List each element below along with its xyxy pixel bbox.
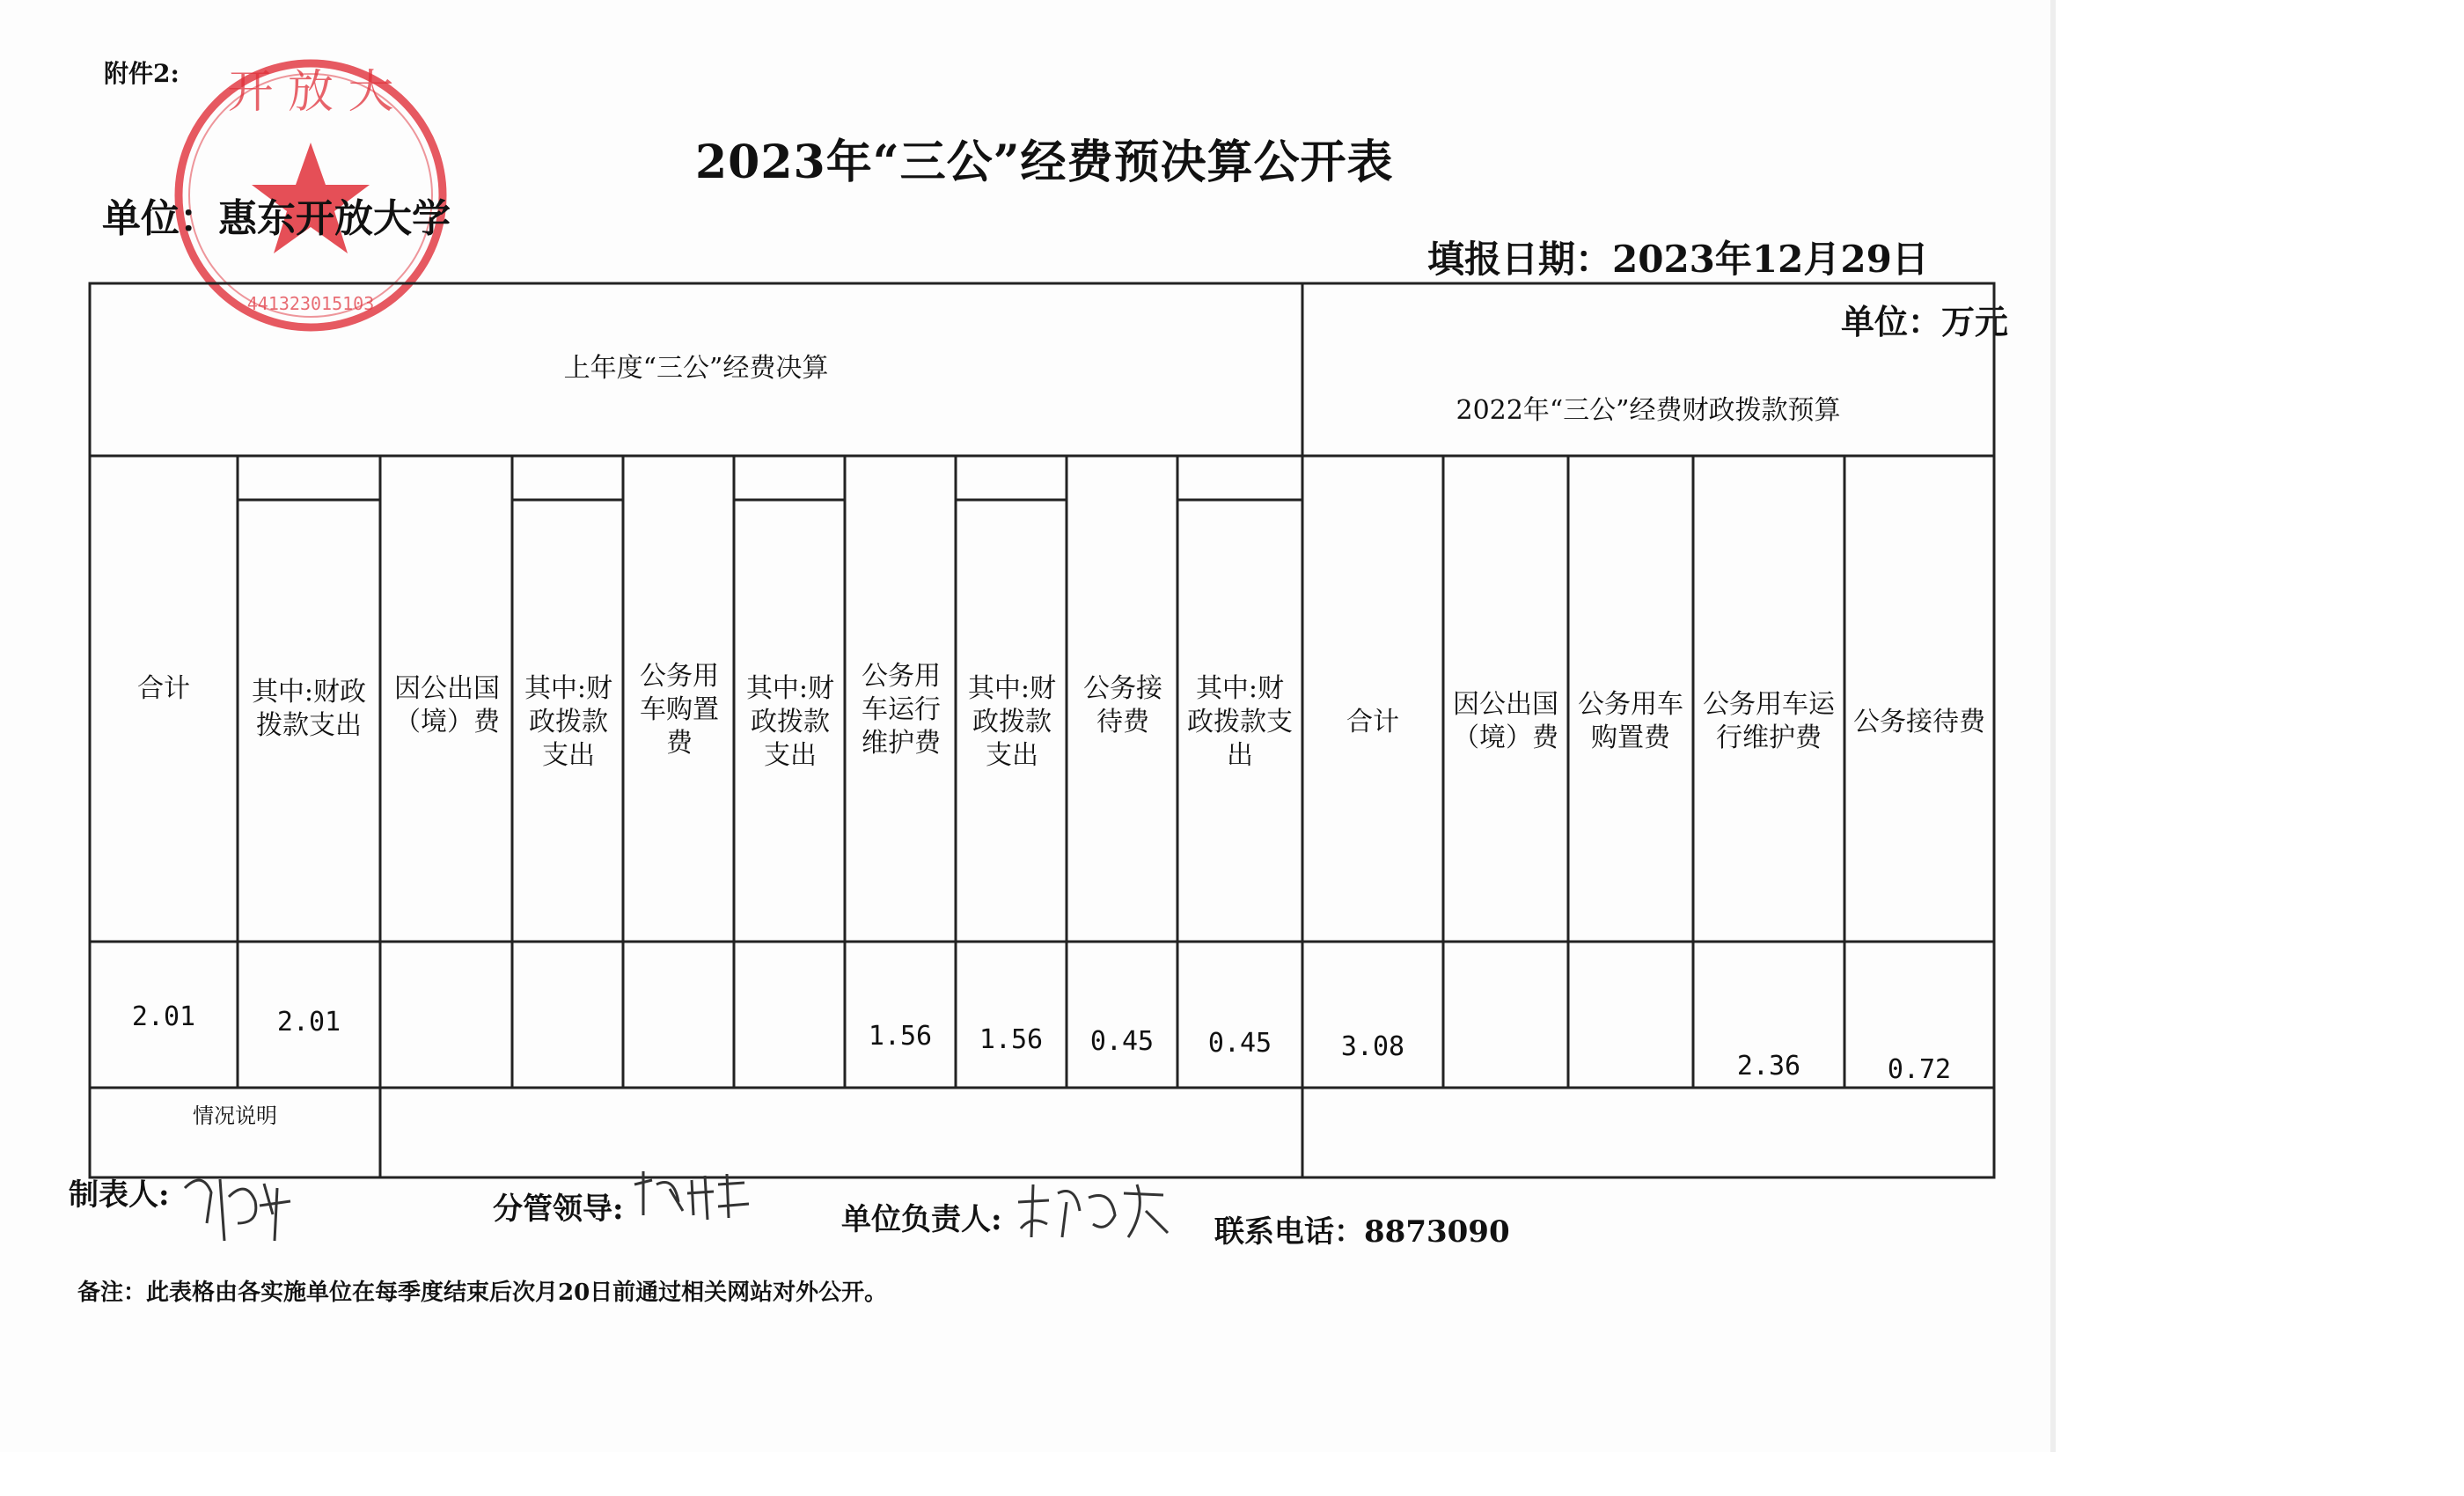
head-label: 单位负责人: <box>841 1202 1002 1237</box>
col-header-budget-overseas: 因公出国（境）费 <box>1453 689 1558 753</box>
value-fiscal-4: 1.56 <box>979 1024 1044 1055</box>
value-reception: 0.45 <box>1089 1026 1155 1057</box>
col-header-fiscal-4: 其中:财政拨款支出 <box>967 673 1057 771</box>
maker-label: 制表人: <box>69 1177 170 1213</box>
fill-date: 填报日期：2023年12月29日 <box>1427 238 1929 281</box>
group-header-last-year: 上年度“三公”经费决算 <box>563 353 829 384</box>
value-budget-total: 3.08 <box>1340 1031 1405 1062</box>
unit-name: 单位：惠东开放大学 <box>102 196 451 241</box>
contact-phone: 联系电话：8873090 <box>1214 1214 1510 1250</box>
maker-signature-icon <box>176 1153 299 1267</box>
value-car-maintenance: 1.56 <box>868 1021 933 1052</box>
attachment-label: 附件2: <box>104 59 180 88</box>
col-header-fiscal-2: 其中:财政拨款支出 <box>524 673 613 771</box>
document-title: 2023年“三公”经费预决算公开表 <box>695 136 1394 189</box>
svg-text:441323015103: 441323015103 <box>246 293 375 314</box>
money-unit: 单位：万元 <box>1841 302 2009 341</box>
note-label: 情况说明 <box>193 1104 277 1128</box>
col-header-car-maintenance: 公务用车运行维护费 <box>862 661 941 759</box>
col-header-reception: 公务接待费 <box>1083 673 1162 737</box>
budget-table <box>63 280 2024 1195</box>
col-header-budget-reception: 公务接待费 <box>1853 707 1985 737</box>
col-header-fiscal-1: 其中:财政拨款支出 <box>251 677 367 741</box>
value-fiscal-1: 2.01 <box>276 1007 341 1038</box>
leader-signature-icon <box>630 1167 753 1228</box>
col-header-budget-car-maintenance: 公务用车运行维护费 <box>1703 689 1835 753</box>
group-header-budget: 2022年“三公”经费财政拨款预算 <box>1456 395 1841 426</box>
value-budget-reception: 0.72 <box>1887 1054 1952 1085</box>
col-header-budget-total: 合计 <box>1346 707 1399 737</box>
col-header-total: 合计 <box>137 673 190 704</box>
col-header-car-purchase: 公务用车购置费 <box>640 661 719 759</box>
col-header-fiscal-3: 其中:财政拨款支出 <box>745 673 835 771</box>
col-header-fiscal-5: 其中:财政拨款支出 <box>1187 673 1293 771</box>
leader-label: 分管领导: <box>493 1192 624 1227</box>
value-budget-car-maintenance: 2.36 <box>1736 1051 1801 1082</box>
value-total: 2.01 <box>131 1001 196 1032</box>
svg-text:开 放 大: 开 放 大 <box>227 66 394 119</box>
value-fiscal-5: 0.45 <box>1207 1028 1272 1059</box>
head-signature-icon <box>1014 1176 1172 1246</box>
col-header-overseas: 因公出国（境）费 <box>394 673 500 737</box>
remark-note: 备注：此表格由各实施单位在每季度结束后次月20日前通过相关网站对外公开。 <box>77 1280 888 1306</box>
col-header-budget-car-purchase: 公务用车购置费 <box>1578 689 1683 753</box>
